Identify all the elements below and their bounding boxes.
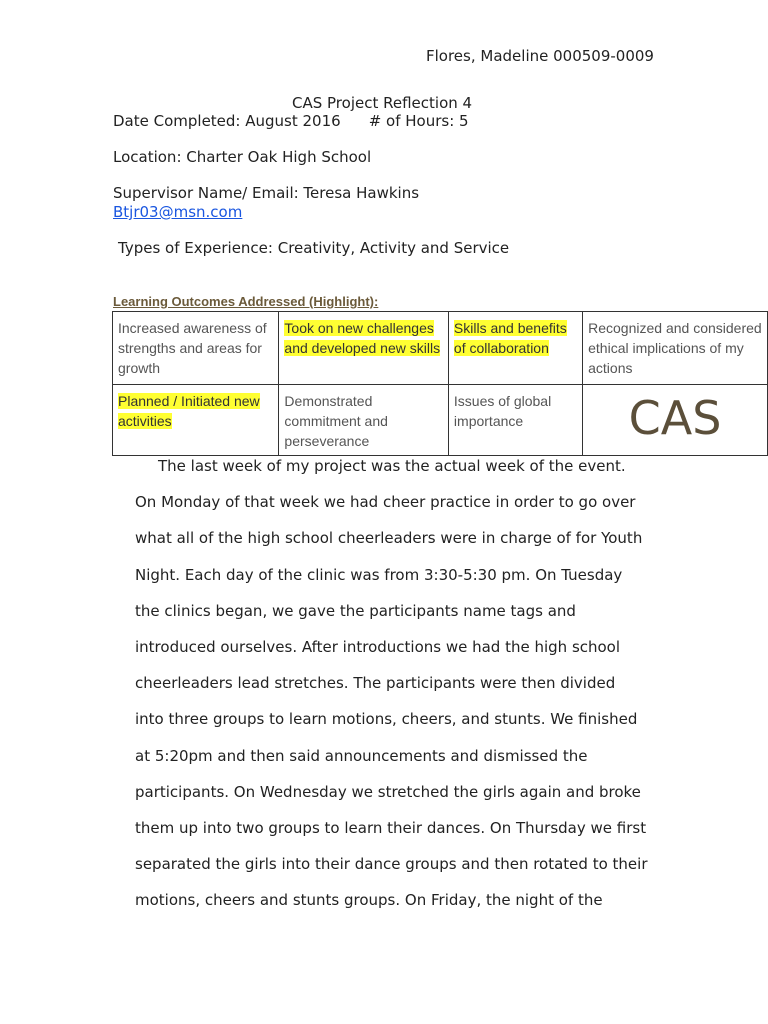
outcome-text: Issues of global importance: [453, 393, 552, 429]
outcome-text-highlighted: Took on new challenges and developed new skills: [284, 320, 441, 356]
location-line: Location: Charter Oak High School: [113, 148, 372, 166]
body-line: at 5:20pm and then said announcements and dismissed the: [135, 746, 588, 765]
outcome-cell-planned: [113, 385, 279, 456]
outcome-cell-collaboration: [448, 312, 582, 385]
experience-types-line: Types of Experience: Creativity, Activity and Service: [118, 239, 510, 257]
learning-outcomes-table: [112, 311, 768, 456]
outcome-text: Increased awareness of strengths and areas for growth: [118, 320, 267, 376]
outcome-cell-challenges: [279, 312, 449, 385]
reflection-body: [135, 456, 675, 926]
outcome-cell-global: [448, 385, 582, 456]
outcome-text-highlighted: Planned / Initiated new activities: [118, 393, 260, 429]
supervisor-line: Supervisor Name/ Email: Teresa Hawkins: [113, 184, 420, 202]
page-title: CAS Project Reflection 4: [292, 94, 473, 112]
body-line: separated the girls into their dance groups and then rotated to their: [135, 855, 648, 874]
outcomes-row: [113, 312, 768, 385]
outcome-cell-commitment: [279, 385, 449, 456]
outcomes-heading: Learning Outcomes Addressed (Highlight):: [113, 294, 379, 309]
outcome-cell-awareness: [113, 312, 279, 385]
body-line: cheerleaders lead stretches. The participants were then divided: [135, 674, 616, 693]
body-line: into three groups to learn motions, cheers, and stunts. We finished: [135, 710, 638, 729]
student-name-id: Flores, Madeline 000509-0009: [426, 47, 654, 65]
cas-label: CAS: [628, 391, 722, 445]
hours-count: # of Hours: 5: [368, 112, 469, 130]
cas-label-cell: [583, 385, 768, 456]
outcomes-row: [113, 385, 768, 456]
body-line: motions, cheers and stunts groups. On Friday, the night of the: [135, 891, 603, 910]
outcome-cell-ethics: [583, 312, 768, 385]
body-line: them up into two groups to learn their dances. On Thursday we first: [135, 818, 647, 837]
date-completed: Date Completed: August 2016: [113, 112, 341, 130]
body-line: what all of the high school cheerleaders were in charge of for Youth: [135, 529, 643, 548]
outcome-text: Demonstrated commitment and perseverance: [284, 393, 388, 449]
body-line: On Monday of that week we had cheer practice in order to go over: [135, 493, 636, 512]
body-line: Night. Each day of the clinic was from 3:30-5:30 pm. On Tuesday: [135, 565, 623, 584]
body-line: the clinics began, we gave the participants name tags and: [135, 601, 576, 620]
supervisor-email-link[interactable]: Btjr03@msn.com: [113, 203, 243, 221]
body-line: participants. On Wednesday we stretched the girls again and broke: [135, 782, 641, 801]
outcome-text-highlighted: Skills and benefits of collaboration: [453, 320, 567, 356]
body-line: The last week of my project was the actual week of the event.: [158, 457, 626, 475]
date-hours-line: [113, 112, 469, 130]
outcome-text: Recognized and considered ethical implications of my actions: [588, 320, 762, 376]
body-line: introduced ourselves. After introductions we had the high school: [135, 637, 621, 656]
